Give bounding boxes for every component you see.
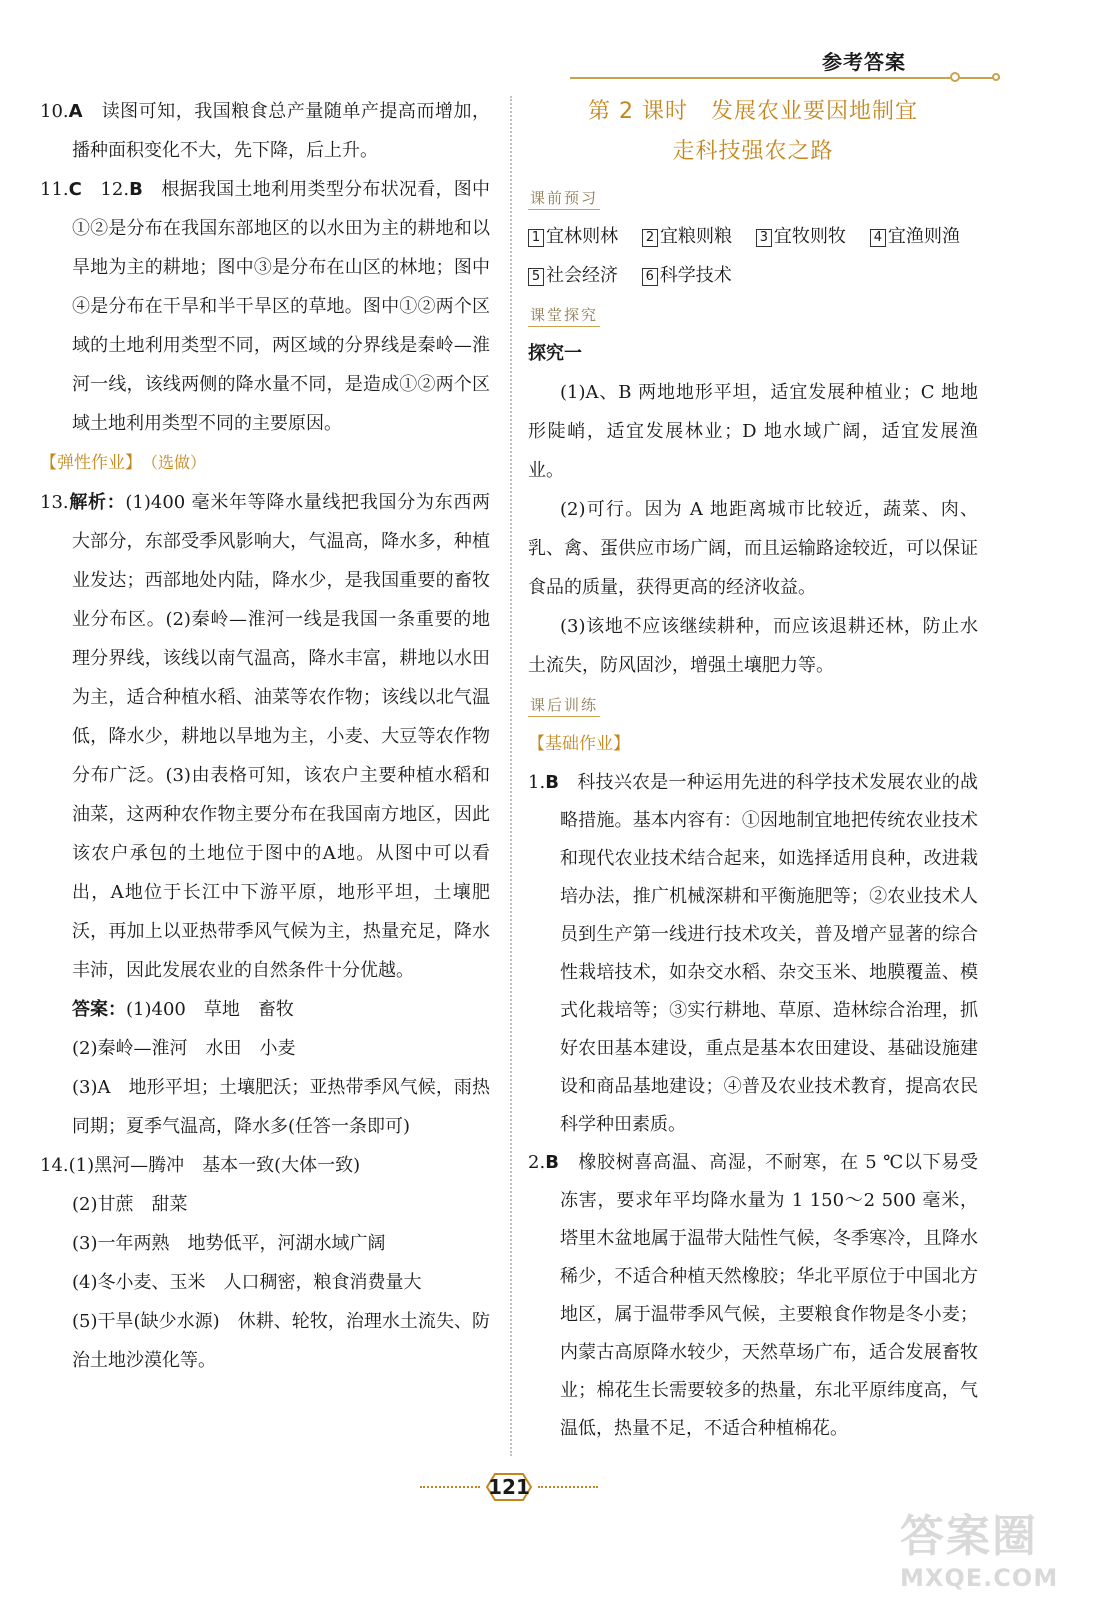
question-10 [40,92,490,170]
question-text: 科技兴农是一种运用先进的科学技术发展农业的战略措施。基本内容有：①因地制宜地把传统农业技术和现代农业技术结合起来，如选择适用良种，改进栽培办法，推广机械深耕和平衡施肥等；②农业技术人员到生产第一线进行技术攻关，普及增产显著的综合性栽培技术，如杂交水稻、杂交玉米、地膜覆盖、模式化栽培等；③实行耕地、草原、造林综合治理，抓好农田基本建设，重点是基本农田建设、基础设施建设和商品基地建设；④普及农业技术教育，提高农民科学种田素质。 [560,772,979,1135]
header-rule [570,77,1000,79]
page-number [483,1470,535,1504]
answer-letter: B [545,772,559,793]
explore-answer-1: (1)A、B 两地地形平坦，适宜发展种植业；C 地地形陡峭，适宜发展林业；D 地水域广阔，适宜发展渔业。 [528,382,978,481]
explore-answer-2: (2)可行。因为 A 地距离城市比较近，蔬菜、肉、乳、禽、蛋供应市场广阔，而且运输路途较近，可以保证食品的质量，获得更高的经济收益。 [528,499,978,598]
item-text: 社会经济 [546,265,618,286]
question-13 [40,483,490,990]
question-14 [40,1146,490,1185]
question-number: 13. [40,492,69,513]
preview-item [756,226,846,247]
item-number-box: 1 [528,229,544,247]
lesson-title-line1: 第 2 课时 发展农业要因地制宜 [588,99,918,124]
explore-heading: 探究一 [528,343,582,364]
right-column [528,92,978,1448]
preview-item [870,226,960,247]
question-text: 读图可知，我国粮食总产量随单产提高而增加，播种面积变化不大，先下降，后上升。 [72,101,491,161]
basic-homework-heading: 【基础作业】 [528,734,630,754]
answer-letter: B [129,179,143,200]
preview-item [642,265,732,286]
item-number-box: 6 [642,268,658,286]
question-text: 根据我国土地利用类型分布状况看，图中①②是分布在我国东部地区的以水田为主的耕地和以旱地为主的耕地；图中③是分布在山区的林地；图中④是分布在干旱和半干旱区的草地。图中①②两个区域的土地利用类型不同，两区域的分界线是秦岭—淮河一线，该线两侧的降水量不同，是造成①②两个区域土地利用类型不同的主要原因。 [72,179,491,434]
column-divider [510,96,512,1456]
elastic-homework-heading: 【弹性作业】（选做） [40,443,490,483]
answer-letter: C [68,179,82,200]
question-number: 11. [40,179,69,200]
page-number-text: 121 [488,1475,530,1499]
page-header-label: 参考答案 [822,50,906,74]
item-text: 科学技术 [659,265,732,286]
question-1 [528,764,978,1144]
preview-item [528,265,618,286]
q14-answer-4: (4)冬小麦、玉米 人口稠密，粮食消费量大 [72,1272,422,1293]
analysis-text: (1)400 毫米年等降水量线把我国分为东西两大部分，东部受季风影响大，气温高，降水多，种植业发达；西部地处内陆，降水少，是我国重要的畜牧业分布区。(2)秦岭—淮河一线是我国一条重要的地理分界线，该线以南气温高，降水丰富，耕地以水田为主，适合种植水稻、油菜等农作物；该线以北气温低，降水少，耕地以旱地为主，小麦、大豆等农作物分布广泛。(3)由表格可知，该农户主要种植水稻和油菜，这两种农作物主要分布在我国南方地区，因此该农户承包的土地位于图中的A地。从图中可以看出，A地位于长江中下游平原，地形平坦，土壤肥沃，再加上以亚热带季风气候为主，热量充足，降水丰沛，因此发展农业的自然条件十分优越。 [72,492,491,981]
answer-label: 答案： [72,999,126,1020]
elastic-homework-note: （选做） [142,453,207,472]
q13-answer-1 [40,990,490,1029]
elastic-homework-tag: 弹性作业 [57,453,125,473]
question-number: 10. [40,101,69,122]
item-text: 宜林则林 [546,226,619,247]
question-number: 2. [528,1152,546,1173]
question-number: 1. [528,772,546,793]
item-text: 宜渔则渔 [887,226,961,247]
question-number: 12. [100,179,130,200]
analysis-label: 解析： [68,492,126,513]
class-section-tag: 课堂探究 [528,304,600,327]
preview-item [642,226,732,247]
item-text: 宜牧则牧 [773,226,847,247]
lesson-title-line2: 走科技强农之路 [672,139,834,164]
item-text: 宜粮则粮 [659,226,733,247]
footer-dots-right [538,1486,598,1488]
question-11-12 [40,170,490,443]
item-number-box: 2 [642,229,658,247]
answer-letter: A [68,101,83,122]
left-column [40,92,490,1380]
q14-answer-5: (5)干旱(缺少水源) 休耕、轮牧，治理水土流失、防治土地沙漠化等。 [72,1311,490,1371]
answer-text: (1)400 草地 畜牧 [126,999,294,1020]
q13-answer-3: (3)A 地形平坦；土壤肥沃；亚热带季风气候，雨热同期；夏季气温高，降水多(任答一条即可) [72,1077,490,1137]
q13-answer-2: (2)秦岭—淮河 水田 小麦 [72,1038,296,1059]
item-number-box: 4 [870,229,886,247]
header-rule-ornament [950,72,960,82]
question-text: 橡胶树喜高温、高湿，不耐寒，在 5 ℃以下易受冻害，要求年平均降水量为 1 150～2 500 毫米，塔里木盆地属于温带大陆性气候，冬季寒冷，且降水稀少，不适合种植天然橡胶；华北平原位于中国北方地区，属于温带季风气候，主要粮食作物是冬小麦；内蒙古高原降水较少，天然草场广布，适合发展畜牧业；棉花生长需要较多的热量，东北平原纬度高，气温低，热量不足，不适合种植棉花。 [560,1152,979,1439]
item-number-box: 3 [756,229,772,247]
basic-homework-tag: 基础作业 [545,734,613,754]
watermark-url-text: MXQE.COM [900,1564,1059,1592]
item-number-box: 5 [528,268,544,286]
after-class-section-tag: 课后训练 [528,694,600,717]
question-number: 14. [40,1155,69,1176]
q14-answer-2: (2)甘蔗 甜菜 [72,1194,188,1215]
answer-letter: B [545,1152,559,1173]
preview-answers [528,217,978,295]
watermark-logo-text: 答案圈 [900,1511,1038,1562]
explore-answer-3: (3)该地不应该继续耕种，而应该退耕还林，防止水土流失，防风固沙，增强土壤肥力等。 [528,616,978,676]
q14-answer-3: (3)一年两熟 地势低平，河湖水域广阔 [72,1233,386,1254]
site-watermark [900,1500,1085,1595]
question-2 [528,1144,978,1448]
answer-text: (1)黑河—腾冲 基本一致(大体一致) [68,1155,361,1176]
header-rule-ornament [992,73,1000,81]
footer-dots-left [420,1486,480,1488]
preview-item [528,226,618,247]
preview-section-tag: 课前预习 [528,187,600,210]
